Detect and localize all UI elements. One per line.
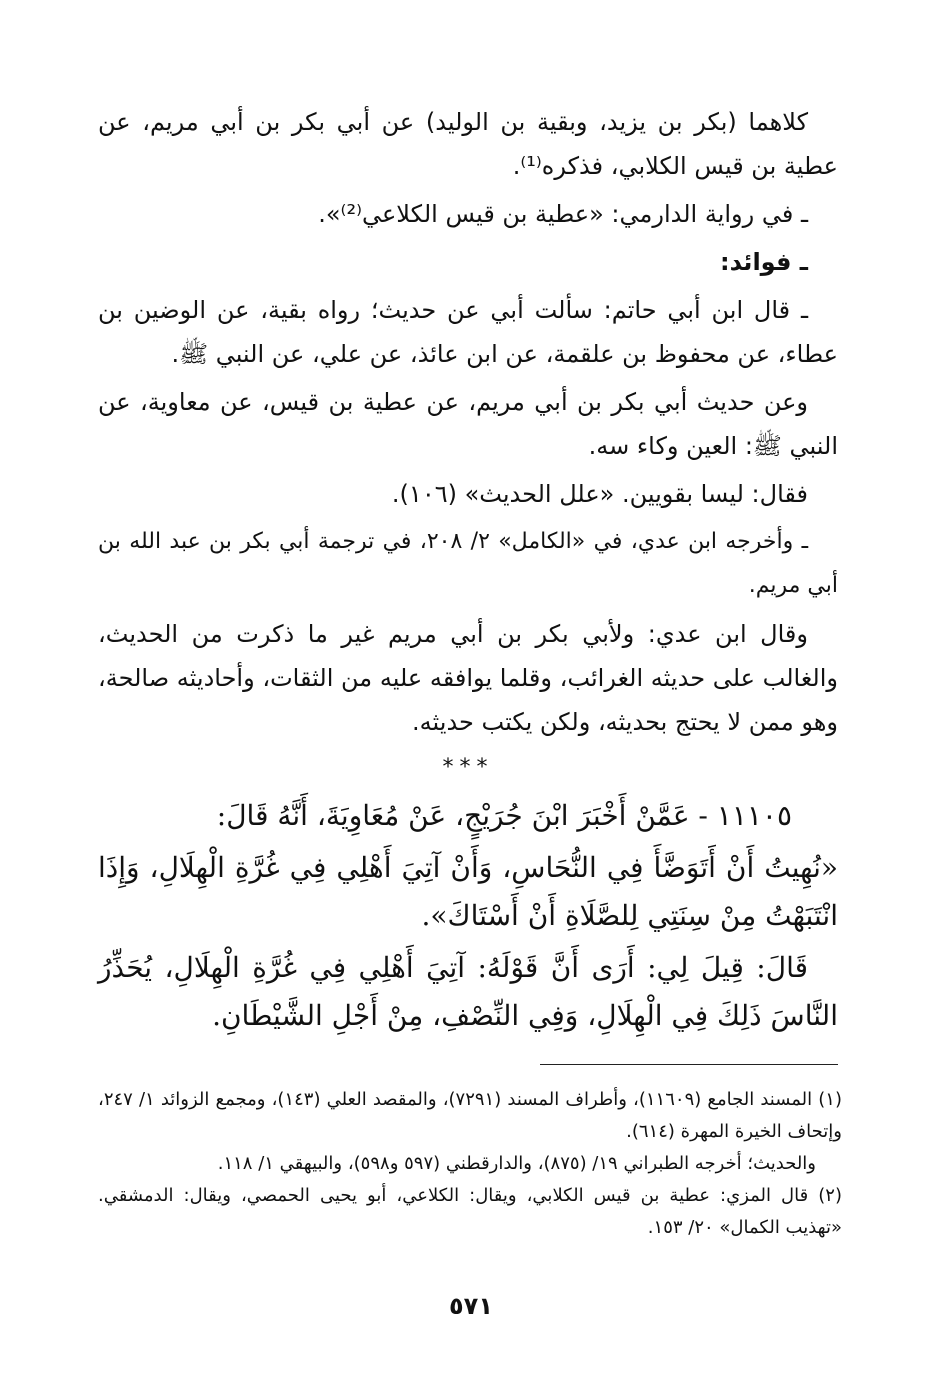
footnote-1: (١) المسند الجامع (١١٦٠٩)، وأطراف المسند (٧٢٩١)، والمقصد العلي (١٤٣)، ومجمع الزوائد ١/ ٢٤٧، وإتحاف الخيرة المهرة (٦١٤).	[98, 1089, 842, 1142]
paragraph: كلاهما (بكر بن يزيد، وبقية بن الوليد) عن أبي بكر بن أبي مريم، عن عطية بن قيس الكلابي، فذكره⁽¹⁾.	[98, 108, 838, 180]
footnote-divider	[540, 1064, 838, 1065]
main-text	[98, 100, 838, 1044]
section-separator: ***	[442, 755, 494, 780]
footnote-1-continuation: والحديث؛ أخرجه الطبراني ١٩/ (٨٧٥)، والدارقطني (٥٩٧ و٥٩٨)، والبيهقي ١/ ١١٨.	[217, 1153, 816, 1174]
footnote-2: (٢) قال المزي: عطية بن قيس الكلابي، ويقال: الكلاعي، أبو يحيى الحمصي، ويقال: الدمشقي. «تهذيب الكمال» ٢٠/ ١٥٣.	[98, 1185, 842, 1238]
paragraph: ـ وأخرجه ابن عدي، في «الكامل» ٢/ ٢٠٨، في ترجمة أبي بكر بن عبد الله بن أبي مريم.	[98, 529, 838, 598]
paragraph: ـ في رواية الدارمي: «عطية بن قيس الكلاعي⁽²⁾».	[318, 200, 808, 228]
footnotes	[98, 1084, 842, 1244]
page-number: ٥٧١	[449, 1292, 493, 1320]
hadith-text: «نُهِيتُ أَنْ أَتَوَضَّأَ فِي النُّحَاسِ، وَأَنْ آتِيَ أَهْلِي فِي غُرَّةِ الْهِلَالِ، وَإِذَا انْتَبَهْتُ مِنْ سِنَتِي لِلصَّلَاةِ أَنْ أَسْتَاكَ».	[98, 851, 838, 932]
paragraph: فقال: ليسا بقويين. «علل الحديث» (١٠٦).	[391, 480, 808, 508]
paragraph: وقال ابن عدي: ولأبي بكر بن أبي مريم غير ما ذكرت من الحديث، والغالب على حديثه الغرائب، وقلما يوافقه عليه من الثقات، وأحاديثه صالحة، وهو ممن لا يحتج بحديثه، ولكن يكتب حديثه.	[98, 620, 838, 736]
paragraph: وعن حديث أبي بكر بن أبي مريم، عن عطية بن قيس، عن معاوية، عن النبي ﷺ: العين وكاء سه.	[98, 388, 838, 460]
paragraph: ـ قال ابن أبي حاتم: سألت أبي عن حديث؛ رواه بقية، عن الوضين بن عطاء، عن محفوظ بن علقمة، عن ابن عائذ، عن علي، عن النبي ﷺ.	[98, 296, 838, 368]
section-heading: ـ فوائد:	[719, 248, 808, 276]
hadith-heading: ١١١٠٥ - عَمَّنْ أَخْبَرَ ابْنَ جُرَيْجٍ، عَنْ مُعَاوِيَةَ، أَنَّهُ قَالَ:	[216, 799, 792, 832]
hadith-comment: قَالَ: قِيلَ لِي: أَرَى أَنَّ قَوْلَهُ: آتِيَ أَهْلِي فِي غُرَّةِ الْهِلَالِ، يُحَذِّرُ النَّاسَ ذَلِكَ فِي الْهِلَالِ، وَفِي النِّصْفِ، مِنْ أَجْلِ الشَّيْطَانِ.	[98, 951, 838, 1032]
